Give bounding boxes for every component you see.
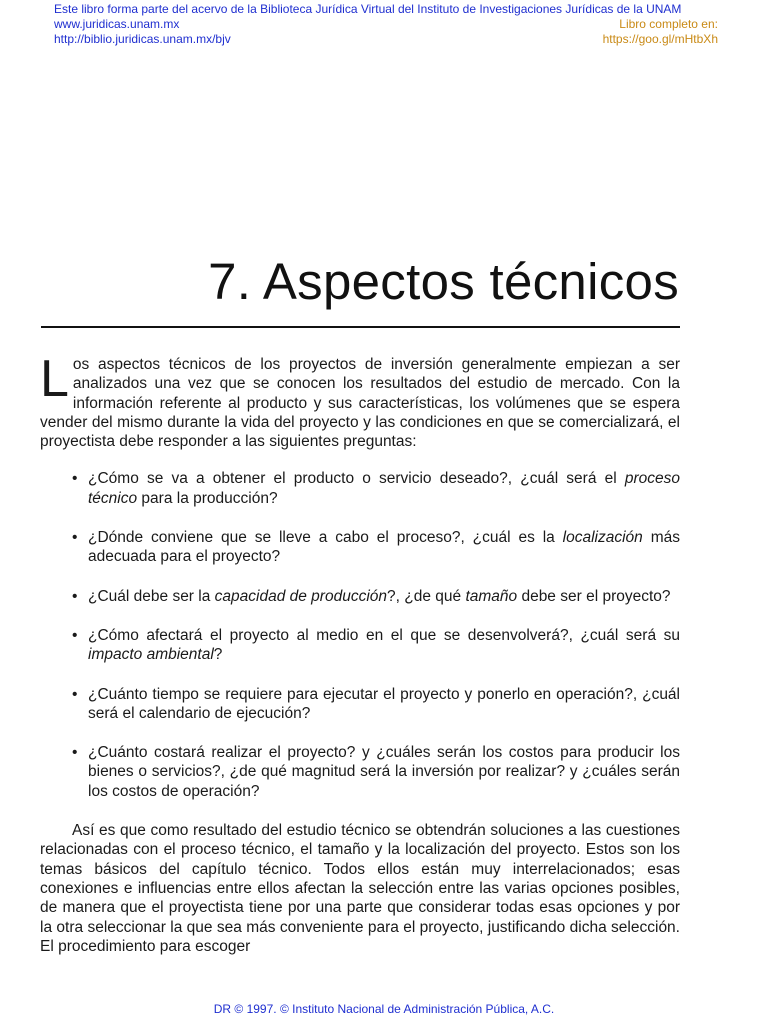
question-text: ¿Dónde conviene que se lleve a cabo el proceso?, ¿cuál es la	[88, 529, 563, 547]
question-text: ¿Cuánto tiempo se requiere para ejecutar el proyecto y ponerlo en operación?, ¿cuál será el calendario de ejecución?	[88, 685, 680, 722]
page-body	[40, 350, 680, 956]
bullet-icon: •	[72, 529, 78, 547]
bullet-icon: •	[72, 626, 78, 644]
question-text: ?	[213, 646, 223, 664]
closing-paragraph: Así es que como resultado del estudio técnico se obtendrán soluciones a las cuestiones relacionadas con el proceso técnico, el tamaño y la localización del proyecto. Estos son los temas básicos del capítulo técnico. Todos ellos están muy interrelacionados; esas conexiones e influencias entre ellos afectan la selección entre las varias opciones posibles, de manera que el proyectista tiene por una parte que considerar todas esas opciones y por la otra seleccionar la que sea más conveniente para el proyecto, justificando dicha selección. El procedimiento para escoger	[40, 822, 680, 955]
question-emphasis: tamaño	[465, 587, 518, 605]
juridicas-link[interactable]: www.juridicas.unam.mx	[54, 17, 180, 31]
list-item	[40, 685, 680, 724]
question-emphasis: localización	[562, 529, 643, 547]
bullet-icon: •	[72, 587, 78, 605]
source-header	[54, 2, 718, 47]
question-emphasis: capacidad de producción	[214, 587, 388, 605]
question-text: ¿Cuánto costará realizar el proyecto? y ¿cuáles serán los costos para producir los bienes o servicios?, ¿de qué magnitud será la inversión por realizar? y ¿cuáles serán los costos de operación?	[88, 744, 680, 800]
question-text: ¿Cuál debe ser la	[88, 587, 215, 605]
list-item	[40, 626, 680, 665]
chapter-title: 7. Aspectos técnicos	[208, 253, 679, 310]
list-item	[40, 587, 680, 606]
title-rule	[41, 326, 680, 328]
intro-text: os aspectos técnicos de los proyectos de inversión generalmente empiezan a ser analizados una vez que se conocen los resultados del estudio de mercado. Con la información referente al producto y sus características, los volúmenes que se espera vender del mismo durante la vida del proyecto y las condiciones en que se comercializará, el proyectista debe responder a las siguientes preguntas:	[40, 356, 680, 451]
repository-notice: Este libro forma parte del acervo de la Biblioteca Jurídica Virtual del Instituto de Investigaciones Jurídicas de la UNAM	[54, 2, 682, 16]
bullet-icon: •	[72, 470, 78, 488]
bullet-icon: •	[72, 685, 78, 703]
question-text: ¿Cómo afectará el proyecto al medio en el que se desenvolverá?, ¿cuál será su	[88, 626, 680, 644]
copyright-footer: DR © 1997. © Instituto Nacional de Administración Pública, A.C.	[213, 1002, 555, 1016]
questions-list	[40, 469, 680, 801]
list-item	[40, 528, 680, 567]
question-text: para la producción?	[137, 489, 278, 507]
list-item	[40, 743, 680, 801]
question-emphasis: proceso técnico	[88, 470, 680, 507]
full-book-link[interactable]: https://goo.gl/mHtbXh	[602, 32, 718, 46]
question-text: debe ser el proyecto?	[517, 587, 671, 605]
question-text: ?, ¿de qué	[387, 587, 466, 605]
question-text: ¿Cómo se va a obtener el producto o servicio deseado?, ¿cuál será el	[88, 470, 625, 488]
drop-cap: L	[40, 350, 69, 408]
bjv-link[interactable]: http://biblio.juridicas.unam.mx/bjv	[54, 32, 231, 46]
list-item	[40, 469, 680, 508]
question-emphasis: impacto ambiental	[88, 646, 214, 664]
full-book-label: Libro completo en:	[619, 17, 718, 31]
bullet-icon: •	[72, 744, 78, 762]
intro-paragraph	[40, 350, 680, 451]
question-text: más adecuada para el proyecto?	[88, 529, 680, 566]
